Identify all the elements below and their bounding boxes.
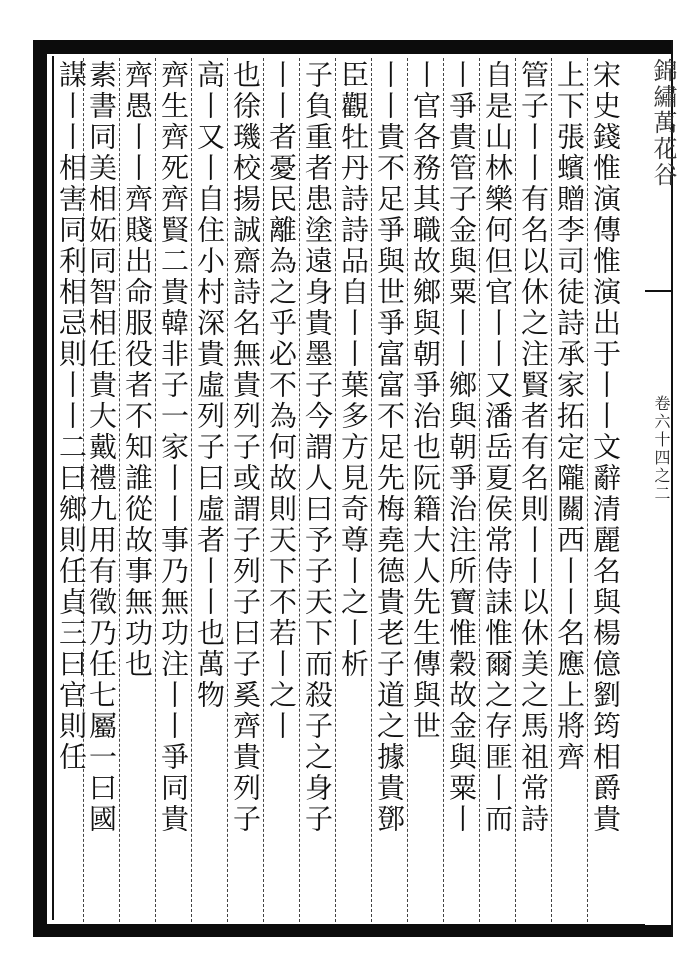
text-column-13: 齊生齊死齊賢二貴韓非子一家丨丨事乃無功注丨丨爭同貴 [157,60,190,835]
text-column-11: 也徐璣校揚誠齋詩名無貴列子或謂子列子曰子奚齊貴列子 [229,60,262,835]
text-column-7: 丨丨貴不足爭與世爭富富不足先梅堯德貴老子道之據貴鄧 [373,60,406,835]
column-divider [515,58,516,922]
text-column-2: 上下張蠙贈李司徒詩承家拓定隴關西丨丨名應上將齊 [553,60,586,773]
column-divider [371,58,372,922]
column-divider [155,58,156,922]
text-column-12: 高丨又丨自住小村深貴虛列子曰虛者丨丨也萬物 [193,60,226,711]
column-divider [587,58,588,922]
text-column-14: 齊愚丨丨齊賤出命服役者不知誰從故事無功也 [121,60,154,680]
column-divider [551,58,552,922]
column-divider [119,58,120,922]
text-column-4: 自是山林樂何但官丨丨又潘岳夏侯常侍誄惟爾之存匪丨而 [481,60,514,835]
text-column-15: 素書同美相妬同智相任貴大戴禮九用有徵乃任七屬一曰國 [85,60,118,835]
text-column-8: 臣觀牡丹詩詩品自丨丨葉多方見奇尊丨之丨析 [337,60,370,680]
juan-label: 卷六十四之二 [652,395,671,503]
text-column-16: 謀丨丨相害同利相忌則丨丨二曰鄉則任貞三曰官則任 [55,60,88,773]
text-column-1: 宋史錢惟演傳惟演出于丨丨文辭清麗名與楊億劉筠相爵貴 [589,60,622,835]
margin-edge-top [645,40,673,54]
text-column-10: 丨丨者憂民離為之乎必不為何故則天下不若丨之丨 [265,60,298,742]
text-column-9: 子負重者患塗遠身貴墨子今謂人曰予子天下而殺子之身子 [301,60,334,835]
running-head: 錦繡萬花谷 [649,58,677,188]
column-divider [335,58,336,922]
column-divider [227,58,228,922]
column-divider [479,58,480,922]
column-divider [263,58,264,922]
column-divider [407,58,408,922]
margin-edge-mid [645,290,673,292]
column-divider [191,58,192,922]
margin-edge-bottom [645,925,673,937]
text-column-3: 管子丨丨有名以休之注賢者有名則丨丨以休美之馬祖常詩 [517,60,550,835]
text-column-5: 丨爭貴管子金與粟丨丨鄉與朝爭治注所寶惟穀故金與粟丨 [445,60,478,835]
left-rule [52,56,54,920]
text-column-6: 丨官各務其職故鄉與朝爭治也阮籍大人先生傳與世 [409,60,442,742]
column-divider [299,58,300,922]
column-divider [443,58,444,922]
